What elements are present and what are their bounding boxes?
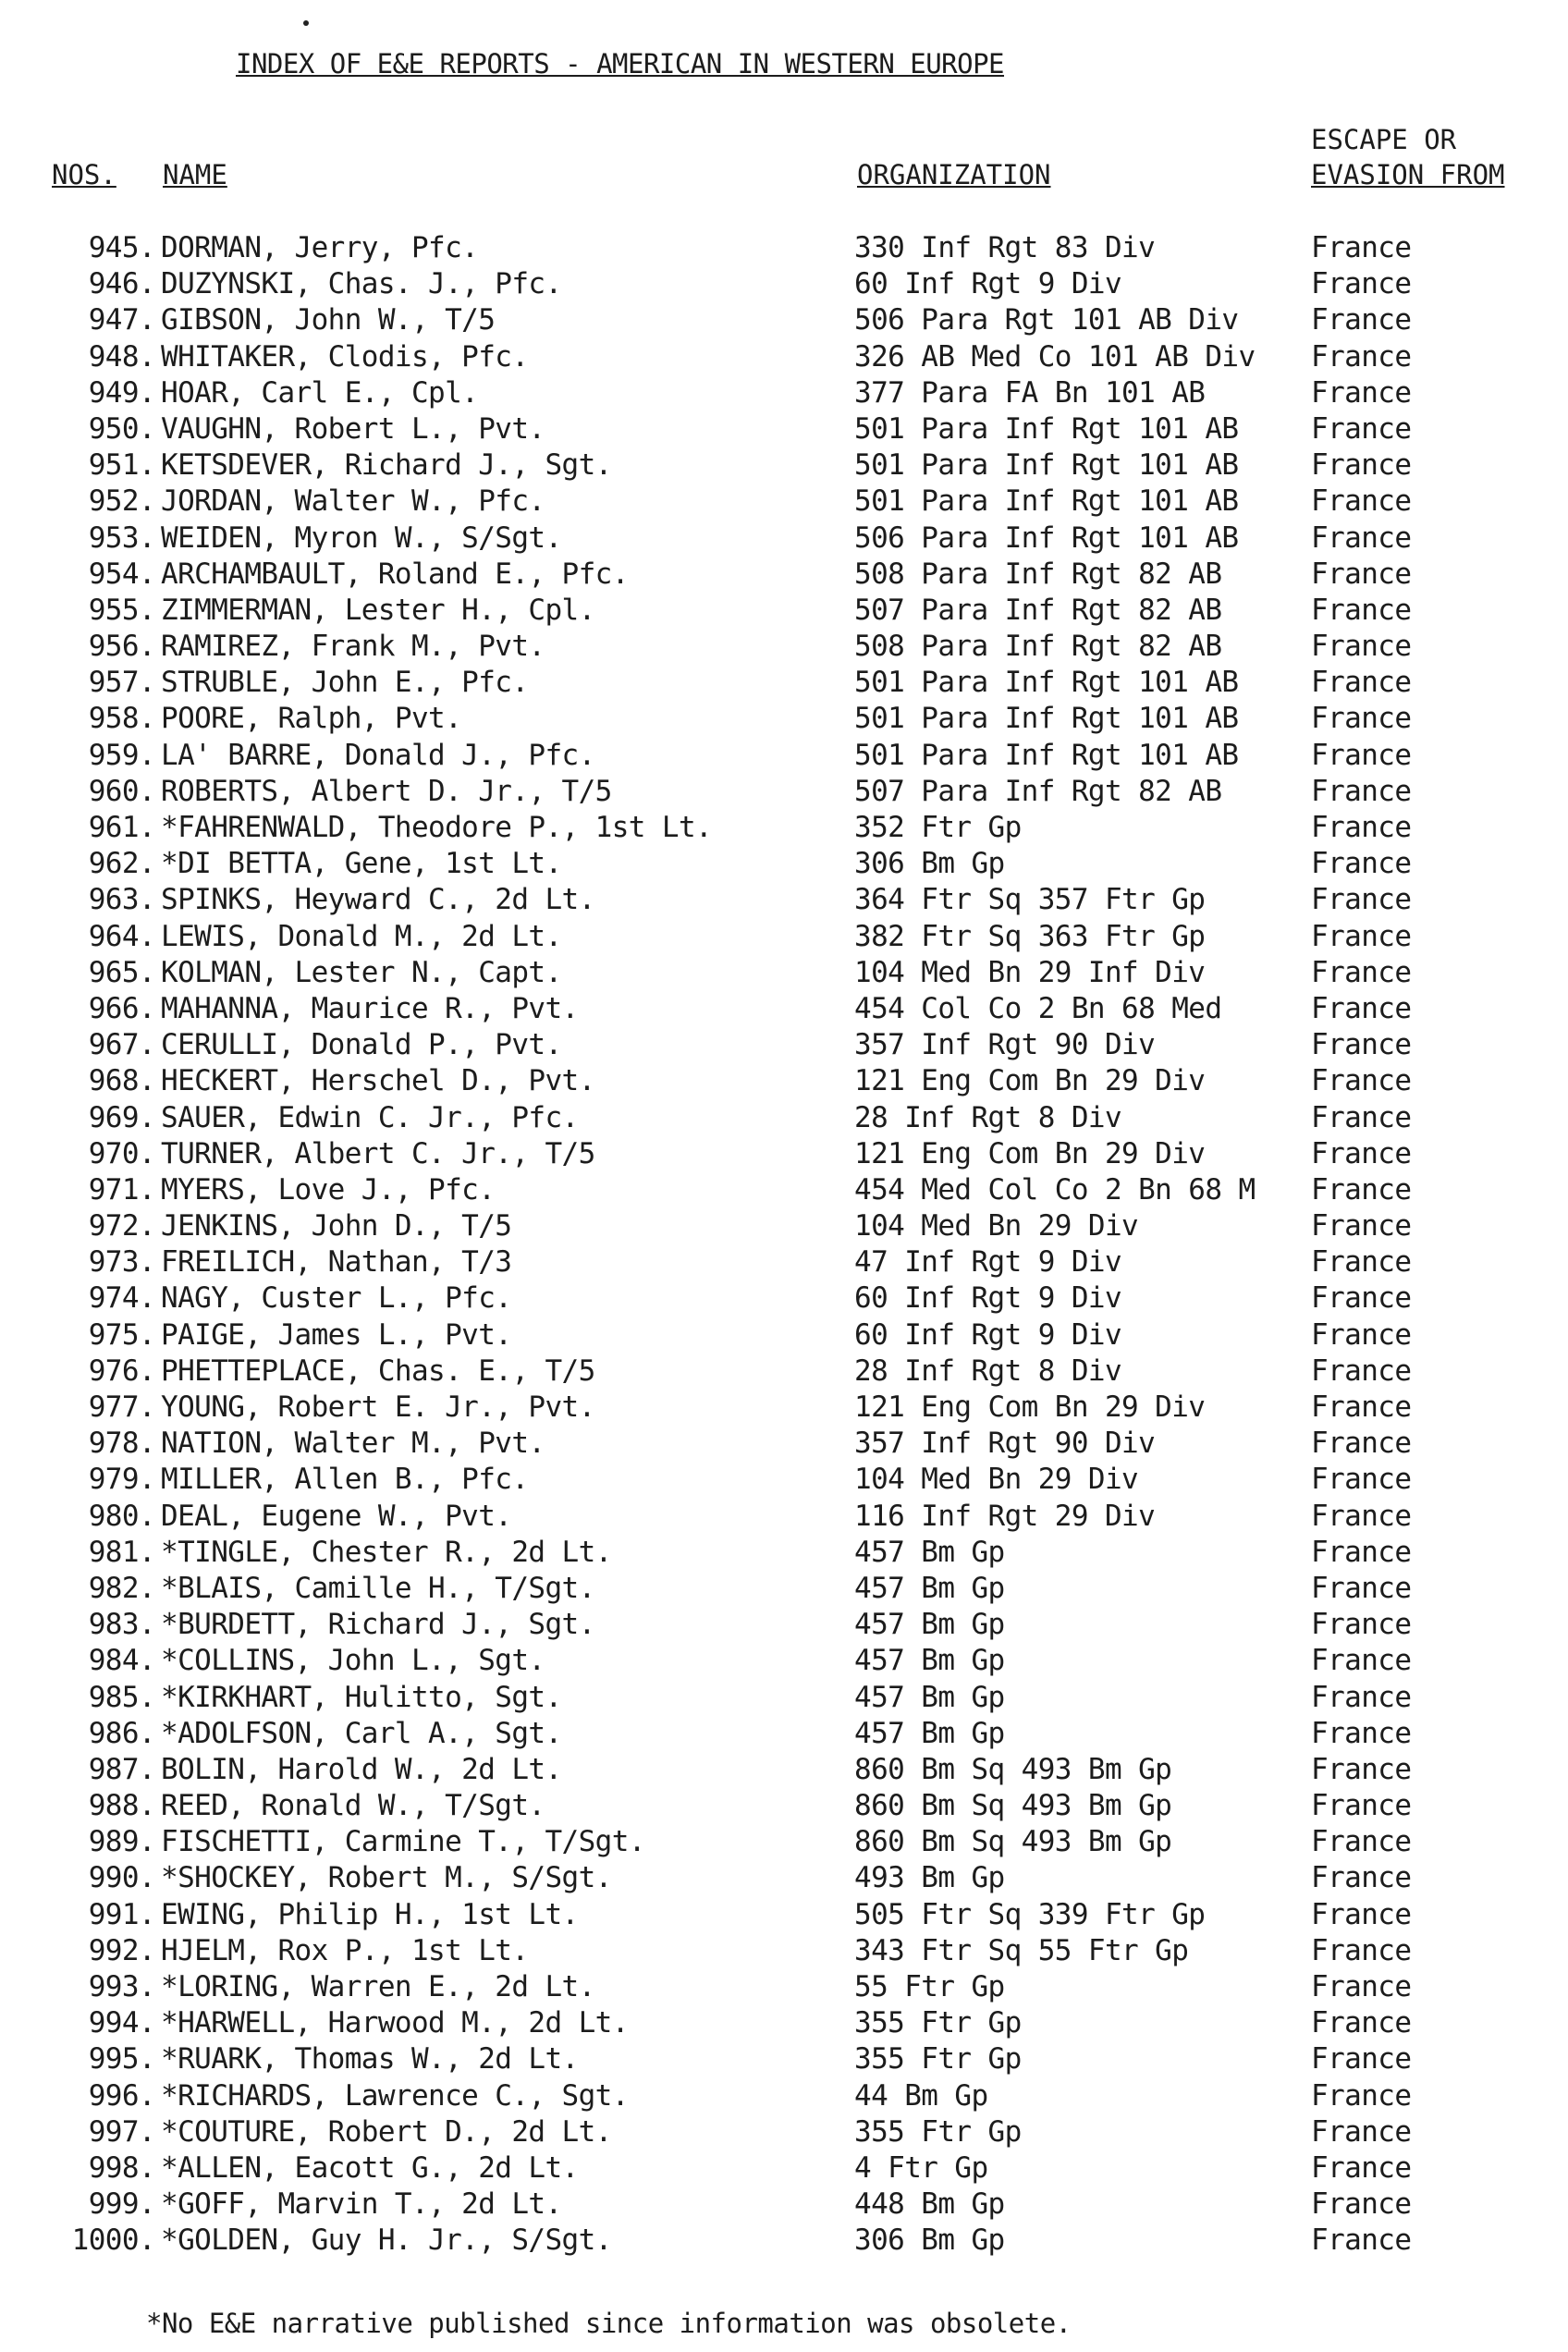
entry-organization: 60 Inf Rgt 9 Div xyxy=(854,267,1122,301)
entry-escape-place: France xyxy=(1311,1172,1412,1207)
entry-number: 997. xyxy=(88,2114,155,2149)
entry-name: *COLLINS, John L., Sgt. xyxy=(161,1644,545,1678)
entry-organization: 505 Ftr Sq 339 Ftr Gp xyxy=(854,1897,1206,1931)
entry-organization: 507 Para Inf Rgt 82 AB xyxy=(854,774,1222,808)
list-item xyxy=(0,1173,1568,1209)
entry-escape-place: France xyxy=(1311,666,1412,700)
list-item xyxy=(0,1861,1568,1897)
list-item xyxy=(0,1608,1568,1644)
entry-name: *GOFF, Marvin T., 2d Lt. xyxy=(161,2187,562,2222)
list-item xyxy=(0,1101,1568,1137)
entry-escape-place: France xyxy=(1311,2114,1412,2149)
entry-escape-place: France xyxy=(1311,738,1412,772)
entry-name: SAUER, Edwin C. Jr., Pfc. xyxy=(161,1100,579,1134)
entry-escape-place: France xyxy=(1311,1463,1412,1497)
list-item xyxy=(0,1898,1568,1934)
list-item xyxy=(0,2223,1568,2260)
entry-escape-place: France xyxy=(1311,1028,1412,1062)
entry-escape-place: France xyxy=(1311,1354,1412,1388)
entry-escape-place: France xyxy=(1311,2042,1412,2076)
entry-escape-place: France xyxy=(1311,2150,1412,2185)
entry-escape-place: France xyxy=(1311,2078,1412,2113)
entry-escape-place: France xyxy=(1311,484,1412,519)
entry-name: NAGY, Custer L., Pfc. xyxy=(161,1281,512,1316)
entry-number: 970. xyxy=(88,1136,155,1170)
list-item xyxy=(0,1753,1568,1789)
entry-number: 973. xyxy=(88,1245,155,1280)
entry-number: 981. xyxy=(88,1535,155,1569)
entry-organization: 457 Bm Gp xyxy=(854,1535,1005,1569)
entry-name: PHETTEPLACE, Chas. E., T/5 xyxy=(161,1354,595,1388)
entry-number: 966. xyxy=(88,991,155,1025)
entry-organization: 501 Para Inf Rgt 101 AB xyxy=(854,484,1239,519)
entry-organization: 506 Para Rgt 101 AB Div xyxy=(854,303,1239,337)
entry-escape-place: France xyxy=(1311,630,1412,664)
entry-organization: 343 Ftr Sq 55 Ftr Gp xyxy=(854,1933,1189,1967)
entry-organization: 55 Ftr Gp xyxy=(854,1970,1005,2003)
entry-organization: 357 Inf Rgt 90 Div xyxy=(854,1427,1156,1461)
entry-number: 968. xyxy=(88,1064,155,1098)
list-item xyxy=(0,1644,1568,1680)
entry-name: RAMIREZ, Frank M., Pvt. xyxy=(161,630,545,664)
entry-escape-place: France xyxy=(1311,1390,1412,1424)
entry-number: 967. xyxy=(88,1028,155,1062)
entry-name: WEIDEN, Myron W., S/Sgt. xyxy=(161,521,562,555)
entry-number: 999. xyxy=(88,2187,155,2222)
entry-name: GIBSON, John W., T/5 xyxy=(161,303,496,337)
entry-name: LEWIS, Donald M., 2d Lt. xyxy=(161,919,562,953)
entry-number: 985. xyxy=(88,1680,155,1714)
list-item xyxy=(0,847,1568,883)
entry-name: *BURDETT, Richard J., Sgt. xyxy=(161,1608,595,1642)
entry-escape-place: France xyxy=(1311,1752,1412,1786)
entry-name: REED, Ronald W., T/Sgt. xyxy=(161,1789,545,1823)
entry-name: ZIMMERMAN, Lester H., Cpl. xyxy=(161,593,595,627)
entry-name: JENKINS, John D., T/5 xyxy=(161,1209,512,1243)
entry-escape-place: France xyxy=(1311,231,1412,264)
list-item xyxy=(0,811,1568,847)
entry-number: 977. xyxy=(88,1390,155,1424)
entry-escape-place: France xyxy=(1311,1933,1412,1967)
header-escape-line1: ESCAPE OR xyxy=(1311,124,1457,155)
entry-organization: 501 Para Inf Rgt 101 AB xyxy=(854,411,1239,446)
list-item xyxy=(0,2187,1568,2223)
list-item xyxy=(0,2042,1568,2078)
entry-number: 962. xyxy=(88,847,155,881)
entry-organization: 364 Ftr Sq 357 Ftr Gp xyxy=(854,883,1206,917)
entry-number: 950. xyxy=(88,411,155,446)
list-item xyxy=(0,231,1568,267)
entry-number: 995. xyxy=(88,2042,155,2076)
entry-escape-place: France xyxy=(1311,1100,1412,1134)
entry-name: *FAHRENWALD, Theodore P., 1st Lt. xyxy=(161,811,713,844)
entry-name: *RUARK, Thomas W., 2d Lt. xyxy=(161,2042,579,2076)
entry-escape-place: France xyxy=(1311,1427,1412,1461)
entry-escape-place: France xyxy=(1311,811,1412,844)
header-organization: ORGANIZATION xyxy=(857,159,1051,190)
entry-number: 979. xyxy=(88,1463,155,1497)
entry-organization: 306 Bm Gp xyxy=(854,847,1005,881)
list-item xyxy=(0,630,1568,666)
entry-number: 996. xyxy=(88,2078,155,2113)
entry-number: 991. xyxy=(88,1897,155,1931)
list-item xyxy=(0,1717,1568,1753)
entry-name: BOLIN, Harold W., 2d Lt. xyxy=(161,1752,562,1786)
entry-organization: 457 Bm Gp xyxy=(854,1716,1005,1750)
entry-escape-place: France xyxy=(1311,1897,1412,1931)
entry-name: MYERS, Love J., Pfc. xyxy=(161,1172,496,1207)
list-item xyxy=(0,376,1568,412)
entry-number: 959. xyxy=(88,738,155,772)
list-item xyxy=(0,920,1568,956)
list-item xyxy=(0,1681,1568,1717)
list-item xyxy=(0,267,1568,303)
entry-number: 978. xyxy=(88,1427,155,1461)
entry-escape-place: France xyxy=(1311,593,1412,627)
list-item xyxy=(0,2006,1568,2042)
entry-number: 989. xyxy=(88,1825,155,1859)
page-title: INDEX OF E&E REPORTS - AMERICAN IN WESTERN EUROPE xyxy=(236,48,1005,80)
entry-escape-place: France xyxy=(1311,1317,1412,1352)
entry-organization: 860 Bm Sq 493 Bm Gp xyxy=(854,1789,1172,1823)
entry-escape-place: France xyxy=(1311,774,1412,808)
entry-escape-place: France xyxy=(1311,2187,1412,2222)
list-item xyxy=(0,1463,1568,1499)
entry-name: EWING, Philip H., 1st Lt. xyxy=(161,1897,579,1931)
entry-escape-place: France xyxy=(1311,411,1412,446)
entry-number: 986. xyxy=(88,1716,155,1750)
entry-name: PAIGE, James L., Pvt. xyxy=(161,1317,512,1352)
entry-escape-place: France xyxy=(1311,2006,1412,2040)
entry-escape-place: France xyxy=(1311,1136,1412,1170)
entry-name: FISCHETTI, Carmine T., T/Sgt. xyxy=(161,1825,645,1859)
list-item xyxy=(0,1354,1568,1390)
entry-number: 958. xyxy=(88,702,155,736)
list-item xyxy=(0,594,1568,630)
list-item xyxy=(0,666,1568,702)
entry-organization: 860 Bm Sq 493 Bm Gp xyxy=(854,1752,1172,1786)
entry-organization: 44 Bm Gp xyxy=(854,2078,988,2113)
entry-escape-place: France xyxy=(1311,702,1412,736)
entry-organization: 506 Para Inf Rgt 101 AB xyxy=(854,521,1239,555)
entry-number: 998. xyxy=(88,2150,155,2185)
list-item xyxy=(0,1281,1568,1317)
list-item xyxy=(0,1427,1568,1463)
list-item xyxy=(0,956,1568,992)
entry-number: 951. xyxy=(88,448,155,483)
list-item xyxy=(0,1500,1568,1536)
entry-escape-place: France xyxy=(1311,557,1412,591)
list-item xyxy=(0,557,1568,594)
entry-name: *KIRKHART, Hulitto, Sgt. xyxy=(161,1680,562,1714)
entry-name: *ALLEN, Eacott G., 2d Lt. xyxy=(161,2150,579,2185)
entry-number: 987. xyxy=(88,1752,155,1786)
entry-number: 984. xyxy=(88,1644,155,1678)
entry-escape-place: France xyxy=(1311,1608,1412,1642)
entry-name: STRUBLE, John E., Pfc. xyxy=(161,666,529,700)
list-item xyxy=(0,2115,1568,2151)
entry-organization: 355 Ftr Gp xyxy=(854,2114,1022,2149)
entry-name: KOLMAN, Lester N., Capt. xyxy=(161,955,562,989)
entry-name: JORDAN, Walter W., Pfc. xyxy=(161,484,545,519)
list-item xyxy=(0,412,1568,448)
entry-name: *HARWELL, Harwood M., 2d Lt. xyxy=(161,2006,629,2040)
entry-name: CERULLI, Donald P., Pvt. xyxy=(161,1028,562,1062)
entry-organization: 4 Ftr Gp xyxy=(854,2150,988,2185)
entry-organization: 508 Para Inf Rgt 82 AB xyxy=(854,557,1222,591)
entry-number: 945. xyxy=(88,231,155,264)
entry-escape-place: France xyxy=(1311,1716,1412,1750)
entry-number: 955. xyxy=(88,593,155,627)
list-item xyxy=(0,739,1568,775)
entry-organization: 454 Col Co 2 Bn 68 Med xyxy=(854,991,1222,1025)
entry-name: DEAL, Eugene W., Pvt. xyxy=(161,1499,512,1533)
entry-escape-place: France xyxy=(1311,1970,1412,2003)
entry-number: 948. xyxy=(88,339,155,374)
entry-organization: 352 Ftr Gp xyxy=(854,811,1022,844)
entry-organization: 104 Med Bn 29 Inf Div xyxy=(854,955,1206,989)
entry-number: 988. xyxy=(88,1789,155,1823)
entry-name: YOUNG, Robert E. Jr., Pvt. xyxy=(161,1390,595,1424)
entry-name: ARCHAMBAULT, Roland E., Pfc. xyxy=(161,557,629,591)
entry-organization: 326 AB Med Co 101 AB Div xyxy=(854,339,1256,374)
list-item xyxy=(0,1789,1568,1825)
entry-number: 953. xyxy=(88,521,155,555)
list-item xyxy=(0,1318,1568,1354)
entry-organization: 508 Para Inf Rgt 82 AB xyxy=(854,630,1222,664)
entry-name: HECKERT, Herschel D., Pvt. xyxy=(161,1064,595,1098)
entry-organization: 121 Eng Com Bn 29 Div xyxy=(854,1390,1206,1424)
entry-name: SPINKS, Heyward C., 2d Lt. xyxy=(161,883,595,917)
list-item xyxy=(0,702,1568,738)
entry-organization: 457 Bm Gp xyxy=(854,1644,1005,1678)
entry-number: 964. xyxy=(88,919,155,953)
entry-name: *ADOLFSON, Carl A., Sgt. xyxy=(161,1716,562,1750)
entry-organization: 28 Inf Rgt 8 Div xyxy=(854,1100,1122,1134)
entry-name: *DI BETTA, Gene, 1st Lt. xyxy=(161,847,562,881)
list-item xyxy=(0,448,1568,484)
entry-organization: 357 Inf Rgt 90 Div xyxy=(854,1028,1156,1062)
entry-name: LA' BARRE, Donald J., Pfc. xyxy=(161,738,595,772)
entry-escape-place: France xyxy=(1311,1644,1412,1678)
entry-number: 974. xyxy=(88,1281,155,1316)
entry-organization: 860 Bm Sq 493 Bm Gp xyxy=(854,1825,1172,1859)
list-item xyxy=(0,1390,1568,1427)
entry-organization: 116 Inf Rgt 29 Div xyxy=(854,1499,1156,1533)
column-headers xyxy=(0,122,1568,196)
entry-number: 960. xyxy=(88,774,155,808)
list-item xyxy=(0,1209,1568,1245)
entry-name: *TINGLE, Chester R., 2d Lt. xyxy=(161,1535,612,1569)
entry-escape-place: France xyxy=(1311,955,1412,989)
entry-organization: 501 Para Inf Rgt 101 AB xyxy=(854,702,1239,736)
entry-number: 990. xyxy=(88,1861,155,1895)
list-item xyxy=(0,883,1568,919)
entry-organization: 121 Eng Com Bn 29 Div xyxy=(854,1136,1206,1170)
entry-name: MAHANNA, Maurice R., Pvt. xyxy=(161,991,579,1025)
entry-escape-place: France xyxy=(1311,847,1412,881)
entry-organization: 355 Ftr Gp xyxy=(854,2042,1022,2076)
entry-number: 993. xyxy=(88,1970,155,2003)
list-item xyxy=(0,1064,1568,1100)
entry-name: VAUGHN, Robert L., Pvt. xyxy=(161,411,545,446)
list-item xyxy=(0,2079,1568,2115)
header-nos: NOS. xyxy=(52,159,116,190)
list-item xyxy=(0,521,1568,557)
entry-escape-place: France xyxy=(1311,883,1412,917)
entry-number: 1000. xyxy=(71,2223,155,2258)
entry-organization: 457 Bm Gp xyxy=(854,1571,1005,1605)
entry-organization: 501 Para Inf Rgt 101 AB xyxy=(854,448,1239,483)
entry-name: *BLAIS, Camille H., T/Sgt. xyxy=(161,1571,595,1605)
entry-organization: 382 Ftr Sq 363 Ftr Gp xyxy=(854,919,1206,953)
entry-name: HJELM, Rox P., 1st Lt. xyxy=(161,1933,529,1967)
footnote: *No E&E narrative published since information was obsolete. xyxy=(146,2308,1072,2339)
entry-number: 994. xyxy=(88,2006,155,2040)
entry-escape-place: France xyxy=(1311,1861,1412,1895)
entry-number: 972. xyxy=(88,1209,155,1243)
entry-escape-place: France xyxy=(1311,303,1412,337)
entry-name: NATION, Walter M., Pvt. xyxy=(161,1427,545,1461)
entry-organization: 306 Bm Gp xyxy=(854,2223,1005,2258)
entry-organization: 47 Inf Rgt 9 Div xyxy=(854,1245,1122,1280)
entry-number: 963. xyxy=(88,883,155,917)
entry-escape-place: France xyxy=(1311,919,1412,953)
ink-mark xyxy=(303,20,309,26)
entry-escape-place: France xyxy=(1311,1209,1412,1243)
entry-organization: 355 Ftr Gp xyxy=(854,2006,1022,2040)
list-item xyxy=(0,2151,1568,2187)
entry-escape-place: France xyxy=(1311,1825,1412,1859)
entry-number: 982. xyxy=(88,1571,155,1605)
entry-escape-place: France xyxy=(1311,991,1412,1025)
entry-name: KETSDEVER, Richard J., Sgt. xyxy=(161,448,612,483)
entry-name: POORE, Ralph, Pvt. xyxy=(161,702,462,736)
entry-number: 957. xyxy=(88,666,155,700)
entry-name: *COUTURE, Robert D., 2d Lt. xyxy=(161,2114,612,2149)
list-item xyxy=(0,1934,1568,1970)
header-name: NAME xyxy=(163,159,227,190)
entry-escape-place: France xyxy=(1311,1245,1412,1280)
entry-name: DORMAN, Jerry, Pfc. xyxy=(161,231,479,264)
entry-number: 983. xyxy=(88,1608,155,1642)
list-item xyxy=(0,992,1568,1028)
entry-number: 956. xyxy=(88,630,155,664)
entry-escape-place: France xyxy=(1311,1571,1412,1605)
entry-number: 969. xyxy=(88,1100,155,1134)
list-item xyxy=(0,1572,1568,1608)
entry-escape-place: France xyxy=(1311,521,1412,555)
entry-number: 980. xyxy=(88,1499,155,1533)
entry-name: MILLER, Allen B., Pfc. xyxy=(161,1463,529,1497)
entry-organization: 104 Med Bn 29 Div xyxy=(854,1209,1139,1243)
entry-name: *GOLDEN, Guy H. Jr., S/Sgt. xyxy=(161,2223,612,2258)
entry-escape-place: France xyxy=(1311,1499,1412,1533)
entry-name: TURNER, Albert C. Jr., T/5 xyxy=(161,1136,595,1170)
list-item xyxy=(0,1028,1568,1064)
entry-organization: 121 Eng Com Bn 29 Div xyxy=(854,1064,1206,1098)
entry-organization: 448 Bm Gp xyxy=(854,2187,1005,2222)
entry-organization: 454 Med Col Co 2 Bn 68 M xyxy=(854,1172,1256,1207)
entry-escape-place: France xyxy=(1311,339,1412,374)
entry-name: ROBERTS, Albert D. Jr., T/5 xyxy=(161,774,612,808)
entry-escape-place: France xyxy=(1311,267,1412,301)
entry-escape-place: France xyxy=(1311,2223,1412,2258)
entry-number: 947. xyxy=(88,303,155,337)
entry-organization: 377 Para FA Bn 101 AB xyxy=(854,375,1206,410)
list-item xyxy=(0,1245,1568,1281)
entry-number: 961. xyxy=(88,811,155,844)
entry-organization: 104 Med Bn 29 Div xyxy=(854,1463,1139,1497)
entry-number: 954. xyxy=(88,557,155,591)
entry-name: *SHOCKEY, Robert M., S/Sgt. xyxy=(161,1861,612,1895)
entry-organization: 457 Bm Gp xyxy=(854,1608,1005,1642)
list-item xyxy=(0,1137,1568,1173)
entries-list xyxy=(0,231,1568,2260)
entry-organization: 457 Bm Gp xyxy=(854,1680,1005,1714)
list-item xyxy=(0,775,1568,811)
entry-escape-place: France xyxy=(1311,1064,1412,1098)
entry-number: 992. xyxy=(88,1933,155,1967)
entry-number: 952. xyxy=(88,484,155,519)
entry-name: HOAR, Carl E., Cpl. xyxy=(161,375,479,410)
list-item xyxy=(0,1825,1568,1861)
entry-organization: 60 Inf Rgt 9 Div xyxy=(854,1317,1122,1352)
entry-organization: 493 Bm Gp xyxy=(854,1861,1005,1895)
entry-organization: 330 Inf Rgt 83 Div xyxy=(854,231,1156,264)
entry-name: *LORING, Warren E., 2d Lt. xyxy=(161,1970,595,2003)
entry-escape-place: France xyxy=(1311,1535,1412,1569)
entry-organization: 60 Inf Rgt 9 Div xyxy=(854,1281,1122,1316)
entry-name: DUZYNSKI, Chas. J., Pfc. xyxy=(161,267,562,301)
entry-name: FREILICH, Nathan, T/3 xyxy=(161,1245,512,1280)
entry-number: 965. xyxy=(88,955,155,989)
entry-escape-place: France xyxy=(1311,1680,1412,1714)
entry-number: 971. xyxy=(88,1172,155,1207)
entry-escape-place: France xyxy=(1311,375,1412,410)
list-item xyxy=(0,1970,1568,2006)
entry-escape-place: France xyxy=(1311,1789,1412,1823)
entry-organization: 501 Para Inf Rgt 101 AB xyxy=(854,666,1239,700)
entry-escape-place: France xyxy=(1311,448,1412,483)
entry-number: 976. xyxy=(88,1354,155,1388)
entry-number: 946. xyxy=(88,267,155,301)
entry-organization: 507 Para Inf Rgt 82 AB xyxy=(854,593,1222,627)
header-escape-line2: EVASION FROM xyxy=(1311,159,1505,190)
entry-name: *RICHARDS, Lawrence C., Sgt. xyxy=(161,2078,629,2113)
list-item xyxy=(0,303,1568,339)
list-item xyxy=(0,340,1568,376)
entry-number: 949. xyxy=(88,375,155,410)
entry-name: WHITAKER, Clodis, Pfc. xyxy=(161,339,529,374)
entry-organization: 28 Inf Rgt 8 Div xyxy=(854,1354,1122,1388)
entry-number: 975. xyxy=(88,1317,155,1352)
list-item xyxy=(0,1536,1568,1572)
entry-escape-place: France xyxy=(1311,1281,1412,1316)
entry-organization: 501 Para Inf Rgt 101 AB xyxy=(854,738,1239,772)
list-item xyxy=(0,484,1568,521)
